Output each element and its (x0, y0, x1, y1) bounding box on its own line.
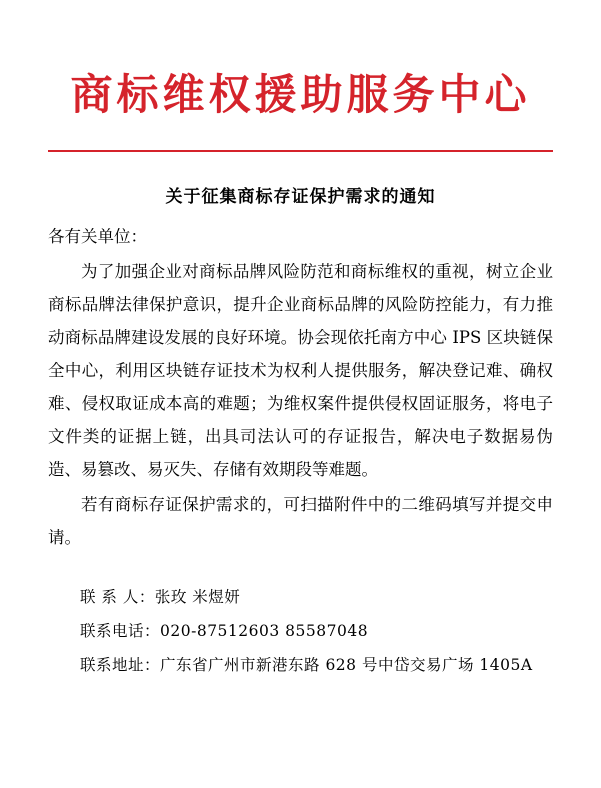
body-paragraph-1: 为了加强企业对商标品牌风险防范和商标维权的重视，树立企业商标品牌法律保护意识，提升企业商标品牌的风险防控能力，有力推动商标品牌建设发展的良好环境。协会现依托南方中心 IPS 区块链保全中心，利用区块链存证技术为权利人提供服务，解决登记难、确权难、侵权取证成本高的难题；为维权案件提供侵权固证服务，将电子文件类的证据上链，出具司法认可的存证报告，解决电子数据易伪造、易篡改、易灭失、存储有效期段等难题。 (48, 261, 553, 479)
contact-person-line (48, 580, 553, 614)
body-paragraph-2: 若有商标存证保护需求的，可扫描附件中的二维码填写并提交申请。 (48, 494, 553, 547)
contact-address-line (48, 648, 553, 682)
contact-address-label: 联系地址： (80, 655, 161, 674)
contact-address-value: 广东省广州市新港东路 628 号中岱交易广场 1405A (160, 655, 533, 674)
letterhead (48, 0, 553, 152)
contact-phone-value: 020-87512603 85587048 (160, 621, 369, 640)
contact-person-value: 张玫 米煜妍 (154, 587, 241, 606)
contact-phone-line (48, 614, 553, 648)
letterhead-divider (48, 150, 553, 152)
organization-title: 商标维权援助服务中心 (70, 70, 531, 119)
salutation: 各有关单位： (48, 227, 147, 247)
contact-block (48, 580, 553, 682)
contact-phone-label: 联系电话： (80, 621, 161, 640)
contact-person-label: 联 系 人： (80, 587, 155, 606)
page-title: 关于征集商标存证保护需求的通知 (165, 187, 436, 208)
